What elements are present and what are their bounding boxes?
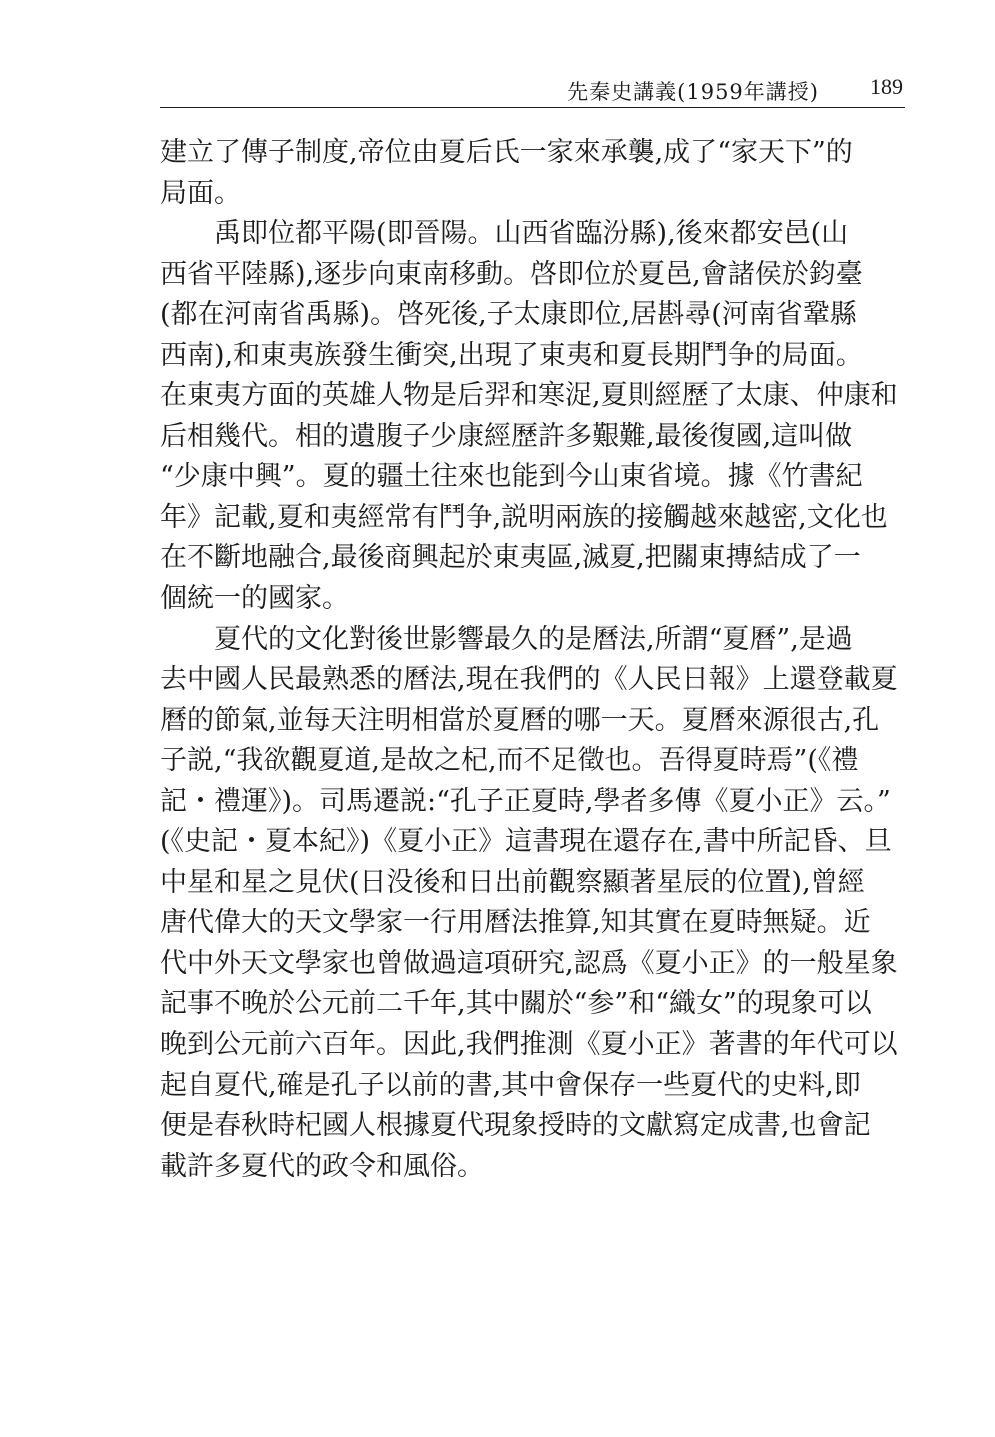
text-line: 個統一的國家。 (160, 583, 349, 615)
text-line: 晚到公元前六百年。因此,我們推測《夏小正》著書的年代可以 (160, 1029, 898, 1061)
running-title: 先秦史講義(1959年講授) (567, 80, 819, 104)
text-line: 唐代偉大的天文學家一行用曆法推算,知其實在夏時無疑。近 (160, 907, 871, 939)
text-line: 后相幾代。相的遺腹子少康經歷許多艱難,最後復國,這叫做 (160, 420, 853, 452)
text-line: 代中外天文學家也曾做過這項研究,認爲《夏小正》的一般星象 (160, 947, 898, 979)
text-line: 子説,“我欲觀夏道,是故之杞,而不足徵也。吾得夏時焉”(《禮 (160, 745, 859, 777)
text-line: 西省平陸縣),逐步向東南移動。啓即位於夏邑,會諸侯於鈞臺 (160, 258, 863, 290)
text-line: 年》記載,夏和夷經常有鬥争,説明兩族的接觸越來越密,文化也 (160, 501, 888, 533)
body-text (160, 133, 905, 1187)
text-line: 在不斷地融合,最後商興起於東夷區,滅夏,把關東摶結成了一 (160, 542, 861, 574)
text-line: 夏代的文化對後世影響最久的是曆法,所謂“夏曆”,是過 (160, 623, 853, 655)
text-line: 西南),和東夷族發生衝突,出現了東夷和夏長期鬥争的局面。 (160, 339, 863, 371)
text-line: 起自夏代,確是孔子以前的書,其中會保存一些夏代的史料,即 (160, 1069, 861, 1101)
text-line: 曆的節氣,並每天注明相當於夏曆的哪一天。夏曆來源很古,孔 (160, 704, 880, 736)
running-head (160, 58, 905, 108)
text-line: 記・禮運》)。司馬遷説:“孔子正夏時,學者多傳《夏小正》云。” (160, 785, 891, 817)
text-line: “少康中興”。夏的疆土往來也能到今山東省境。據《竹書紀 (160, 461, 863, 493)
text-line: 局面。 (160, 177, 241, 209)
text-line: (都在河南省禹縣)。啓死後,子太康即位,居斟尋(河南省鞏縣 (160, 299, 857, 331)
text-line: 載許多夏代的政令和風俗。 (160, 1150, 484, 1182)
text-line: 建立了傳子制度,帝位由夏后氏一家來承襲,成了“家天下”的 (160, 137, 853, 168)
text-line: 記事不晚於公元前二千年,其中關於“参”和“織女”的現象可以 (160, 988, 872, 1020)
text-line: 禹即位都平陽(即晉陽。山西省臨汾縣),後來都安邑(山 (160, 218, 849, 250)
text-line: 便是春秋時杞國人根據夏代現象授時的文獻寫定成書,也會記 (160, 1110, 871, 1142)
text-line: 去中國人民最熟悉的曆法,現在我們的《人民日報》上還登載夏 (160, 664, 898, 696)
page-number: 189 (870, 74, 903, 99)
text-line: 中星和星之見伏(日没後和日出前觀察顯著星辰的位置),曾經 (160, 866, 865, 898)
text-line: 在東夷方面的英雄人物是后羿和寒浞,夏則經歷了太康、仲康和 (160, 380, 898, 412)
text-line: (《史記・夏本紀》)《夏小正》這書現在還存在,書中所記昏、旦 (160, 826, 892, 858)
